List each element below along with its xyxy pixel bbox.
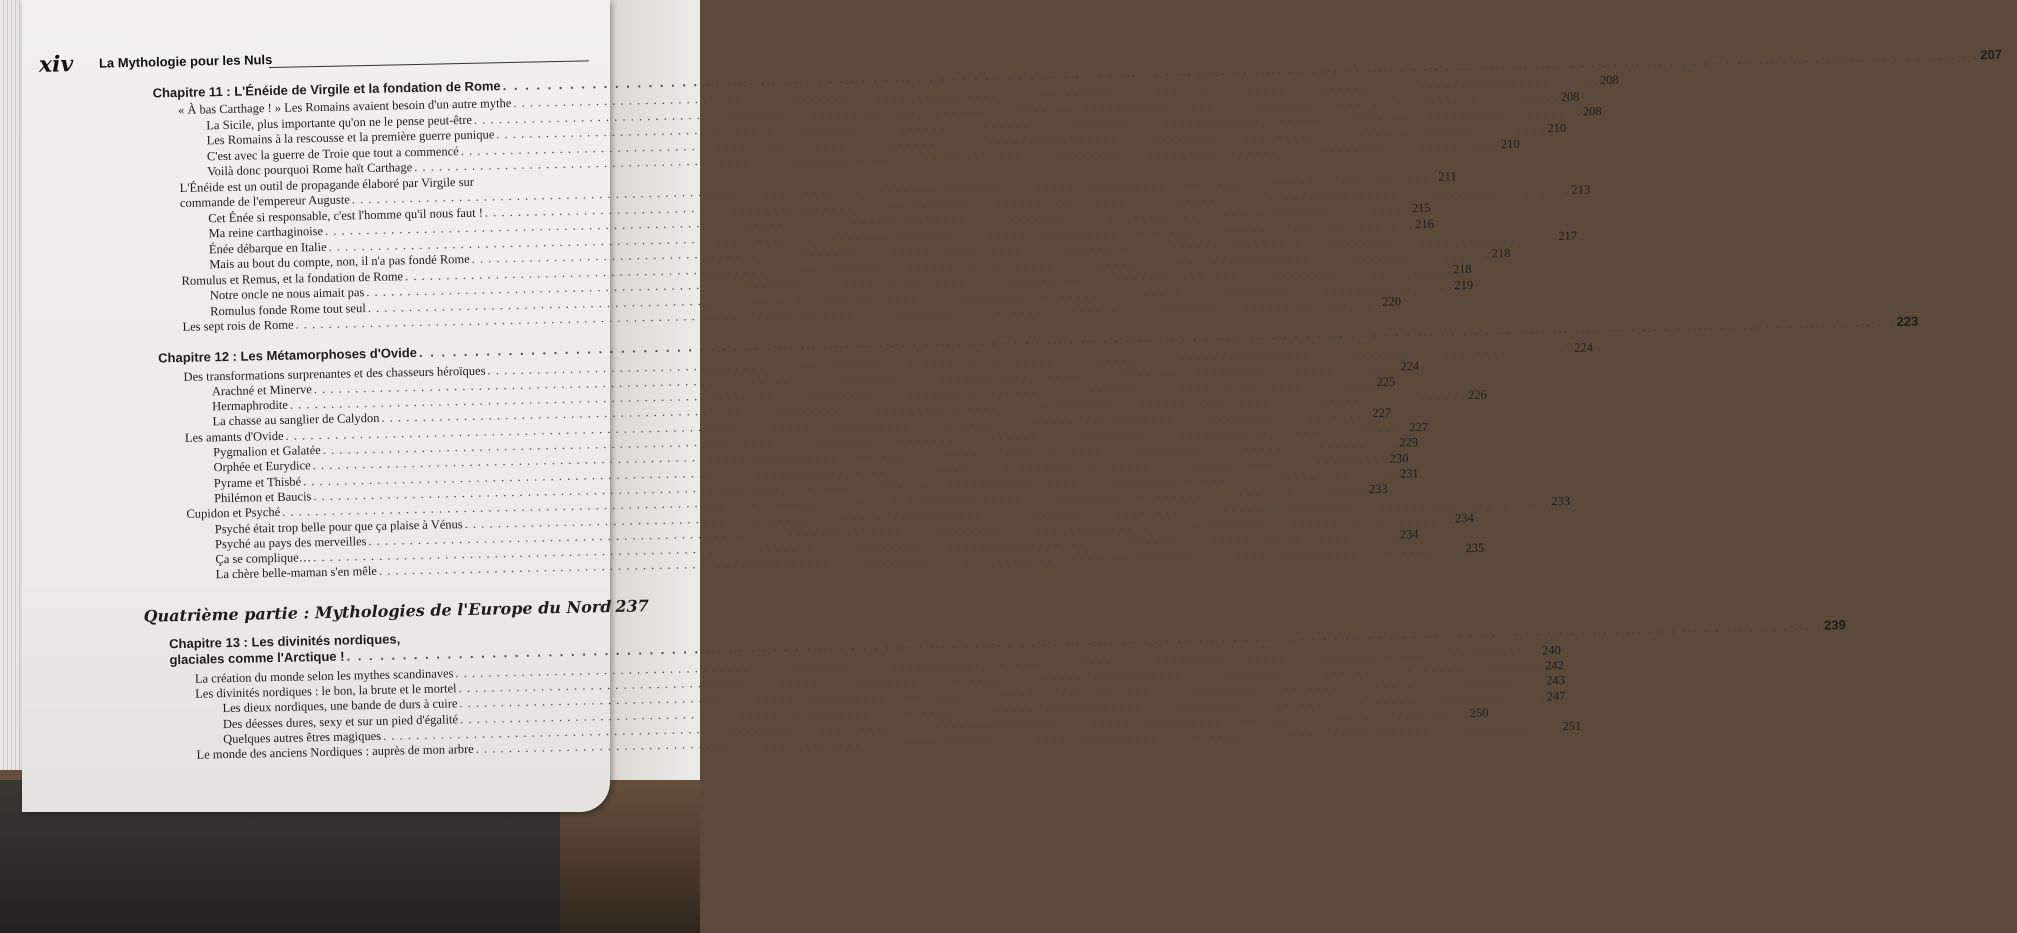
- entry-page-number: 217: [1558, 228, 1578, 244]
- entry-page-number: 224: [1573, 339, 1594, 355]
- entry-page-number: 242: [1545, 658, 1565, 673]
- entry-title: Hermaphrodite: [212, 397, 289, 414]
- entry-page-number: 234: [1399, 527, 1419, 542]
- header-rule: [269, 60, 589, 68]
- entry-title: La Sicile, plus importante qu'on ne le pense peut-être: [206, 112, 473, 132]
- entry-title: Mais au bout du compte, non, il n'a pas fondé Rome: [209, 251, 470, 272]
- entry-title: Romulus fonde Rome tout seul: [210, 300, 366, 318]
- entry-title: glaciales comme l'Arctique !: [169, 648, 345, 667]
- entry-title: Quelques autres êtres magiques: [223, 728, 382, 747]
- entry-page-number: 225: [1376, 374, 1396, 390]
- page-content: [16, 0, 2003, 818]
- entry-page-number: 216: [1415, 216, 1435, 231]
- entry-title: Romulus et Remus, et la fondation de Rome: [181, 268, 404, 288]
- entry-title: Orphée et Eurydice: [213, 458, 311, 475]
- entry-page-number: 207: [1980, 46, 2003, 63]
- entry-page-number: 251: [1562, 718, 1582, 734]
- entry-page-number: 208: [1560, 89, 1580, 104]
- entry-title: Énée débarque en Italie: [208, 239, 327, 256]
- entry-title: Les Romains à la rescousse et la première guerre punique: [206, 127, 495, 148]
- entry-title: Les amants d'Ovide: [184, 428, 284, 445]
- entry-page-number: 229: [1399, 435, 1419, 450]
- entry-title: Voilà donc pourquoi Rome haït Carthage: [207, 160, 413, 179]
- entry-page-number: 211: [1438, 169, 1457, 184]
- entry-title: commande de l'empereur Auguste: [179, 192, 350, 210]
- entry-title: Chapitre 12 : Les Métamorphoses d'Ovide: [158, 344, 418, 365]
- entry-title: Pyrame et Thisbé: [213, 474, 302, 490]
- entry-title: Ma reine carthaginoise: [208, 223, 324, 241]
- entry-title: Ça se complique…: [215, 550, 312, 567]
- entry-title: Les sept rois de Rome: [182, 317, 294, 334]
- part-4-title: [143, 595, 650, 626]
- entry-page-number: 208: [1599, 72, 1619, 88]
- entry-page-number: 227: [1409, 419, 1429, 435]
- entry-page-number: 210: [1500, 136, 1520, 152]
- entry-title: Notre oncle ne nous aimait pas: [209, 285, 365, 303]
- entry-page-number: 240: [1541, 642, 1561, 658]
- entry-page-number: 247: [1546, 688, 1566, 704]
- entry-page-number: 219: [1454, 277, 1474, 292]
- entry-title: L'Énéide est un outil de propagande élaboré par Virgile sur: [179, 174, 475, 195]
- entry-page-number: 237: [615, 595, 650, 616]
- book-page: [22, 0, 2003, 812]
- entry-page-number: 234: [1454, 510, 1474, 526]
- entry-title: Les dieux nordiques, une bande de durs à cuire: [222, 696, 458, 716]
- entry-page-number: 220: [1382, 294, 1402, 309]
- entry-page-number: 224: [1400, 358, 1420, 374]
- book-title: La Mythologie pour les Nuls: [98, 51, 273, 71]
- chapter-13-title-line1: Chapitre 13 : Les divinités nordiques,: [169, 631, 401, 651]
- entry-page-number: 210: [1547, 120, 1567, 135]
- running-header: [39, 38, 600, 80]
- entry-title: Cupidon et Psyché: [186, 505, 281, 522]
- entry-page-number: 233: [1551, 493, 1571, 508]
- entry-title: Quatrième partie : Mythologies de l'Europe du Nord: [143, 596, 612, 626]
- entry-page-number: 226: [1467, 388, 1487, 403]
- entry-title: Philémon et Baucis: [213, 489, 312, 506]
- page-number: xiv: [38, 51, 74, 78]
- entry-title: La chasse au sanglier de Calydon: [212, 411, 380, 429]
- entry-title: Le monde des anciens Nordiques : auprès de mon arbre: [196, 742, 474, 762]
- entry-page-number: 233: [1368, 481, 1388, 497]
- entry-page-number: 213: [1571, 181, 1591, 197]
- entry-title: Arachné et Minerve: [211, 382, 312, 399]
- entry-title: Psyché était trop belle pour que ça plaise à Vénus: [214, 516, 463, 536]
- entry-page-number: 235: [1465, 541, 1485, 556]
- entry-title: Chapitre 11 : L'Énéide de Virgile et la fondation de Rome: [152, 78, 501, 101]
- entry-title: La chère belle-maman s'en mêle: [215, 564, 378, 582]
- entry-page-number: 218: [1491, 245, 1511, 260]
- entry-page-number: 208: [1582, 104, 1602, 119]
- entry-page-number: 223: [1896, 313, 1919, 329]
- entry-page-number: 239: [1823, 616, 1846, 633]
- entry-title: « À bas Carthage ! » Les Romains avaient besoin d'un autre mythe: [177, 95, 512, 117]
- entry-page-number: 250: [1469, 705, 1489, 720]
- entry-title: Les divinités nordiques : le bon, la brute et le mortel: [195, 681, 457, 701]
- entry-title: C'est avec la guerre de Troie que tout a commencé: [206, 143, 459, 163]
- entry-page-number: 243: [1545, 673, 1566, 688]
- entry-page-number: 227: [1372, 405, 1392, 420]
- entry-title: Cet Énée si responsable, c'est l'homme qu'il nous faut !: [208, 205, 484, 225]
- entry-title: Pygmalion et Galatée: [213, 443, 321, 460]
- entry-title: La création du monde selon les mythes scandinaves: [194, 666, 454, 686]
- entry-title: Des déesses dures, sexy et sur un pied d'égalité: [222, 711, 459, 731]
- entry-page-number: 231: [1399, 465, 1419, 481]
- entry-page-number: 218: [1452, 261, 1472, 277]
- entry-title: Psyché au pays des merveilles: [214, 533, 367, 552]
- entry-title: Des transformations surprenantes et des chasseurs héroïques: [183, 363, 486, 384]
- entry-page-number: 215: [1411, 200, 1431, 216]
- entry-page-number: 230: [1389, 450, 1409, 466]
